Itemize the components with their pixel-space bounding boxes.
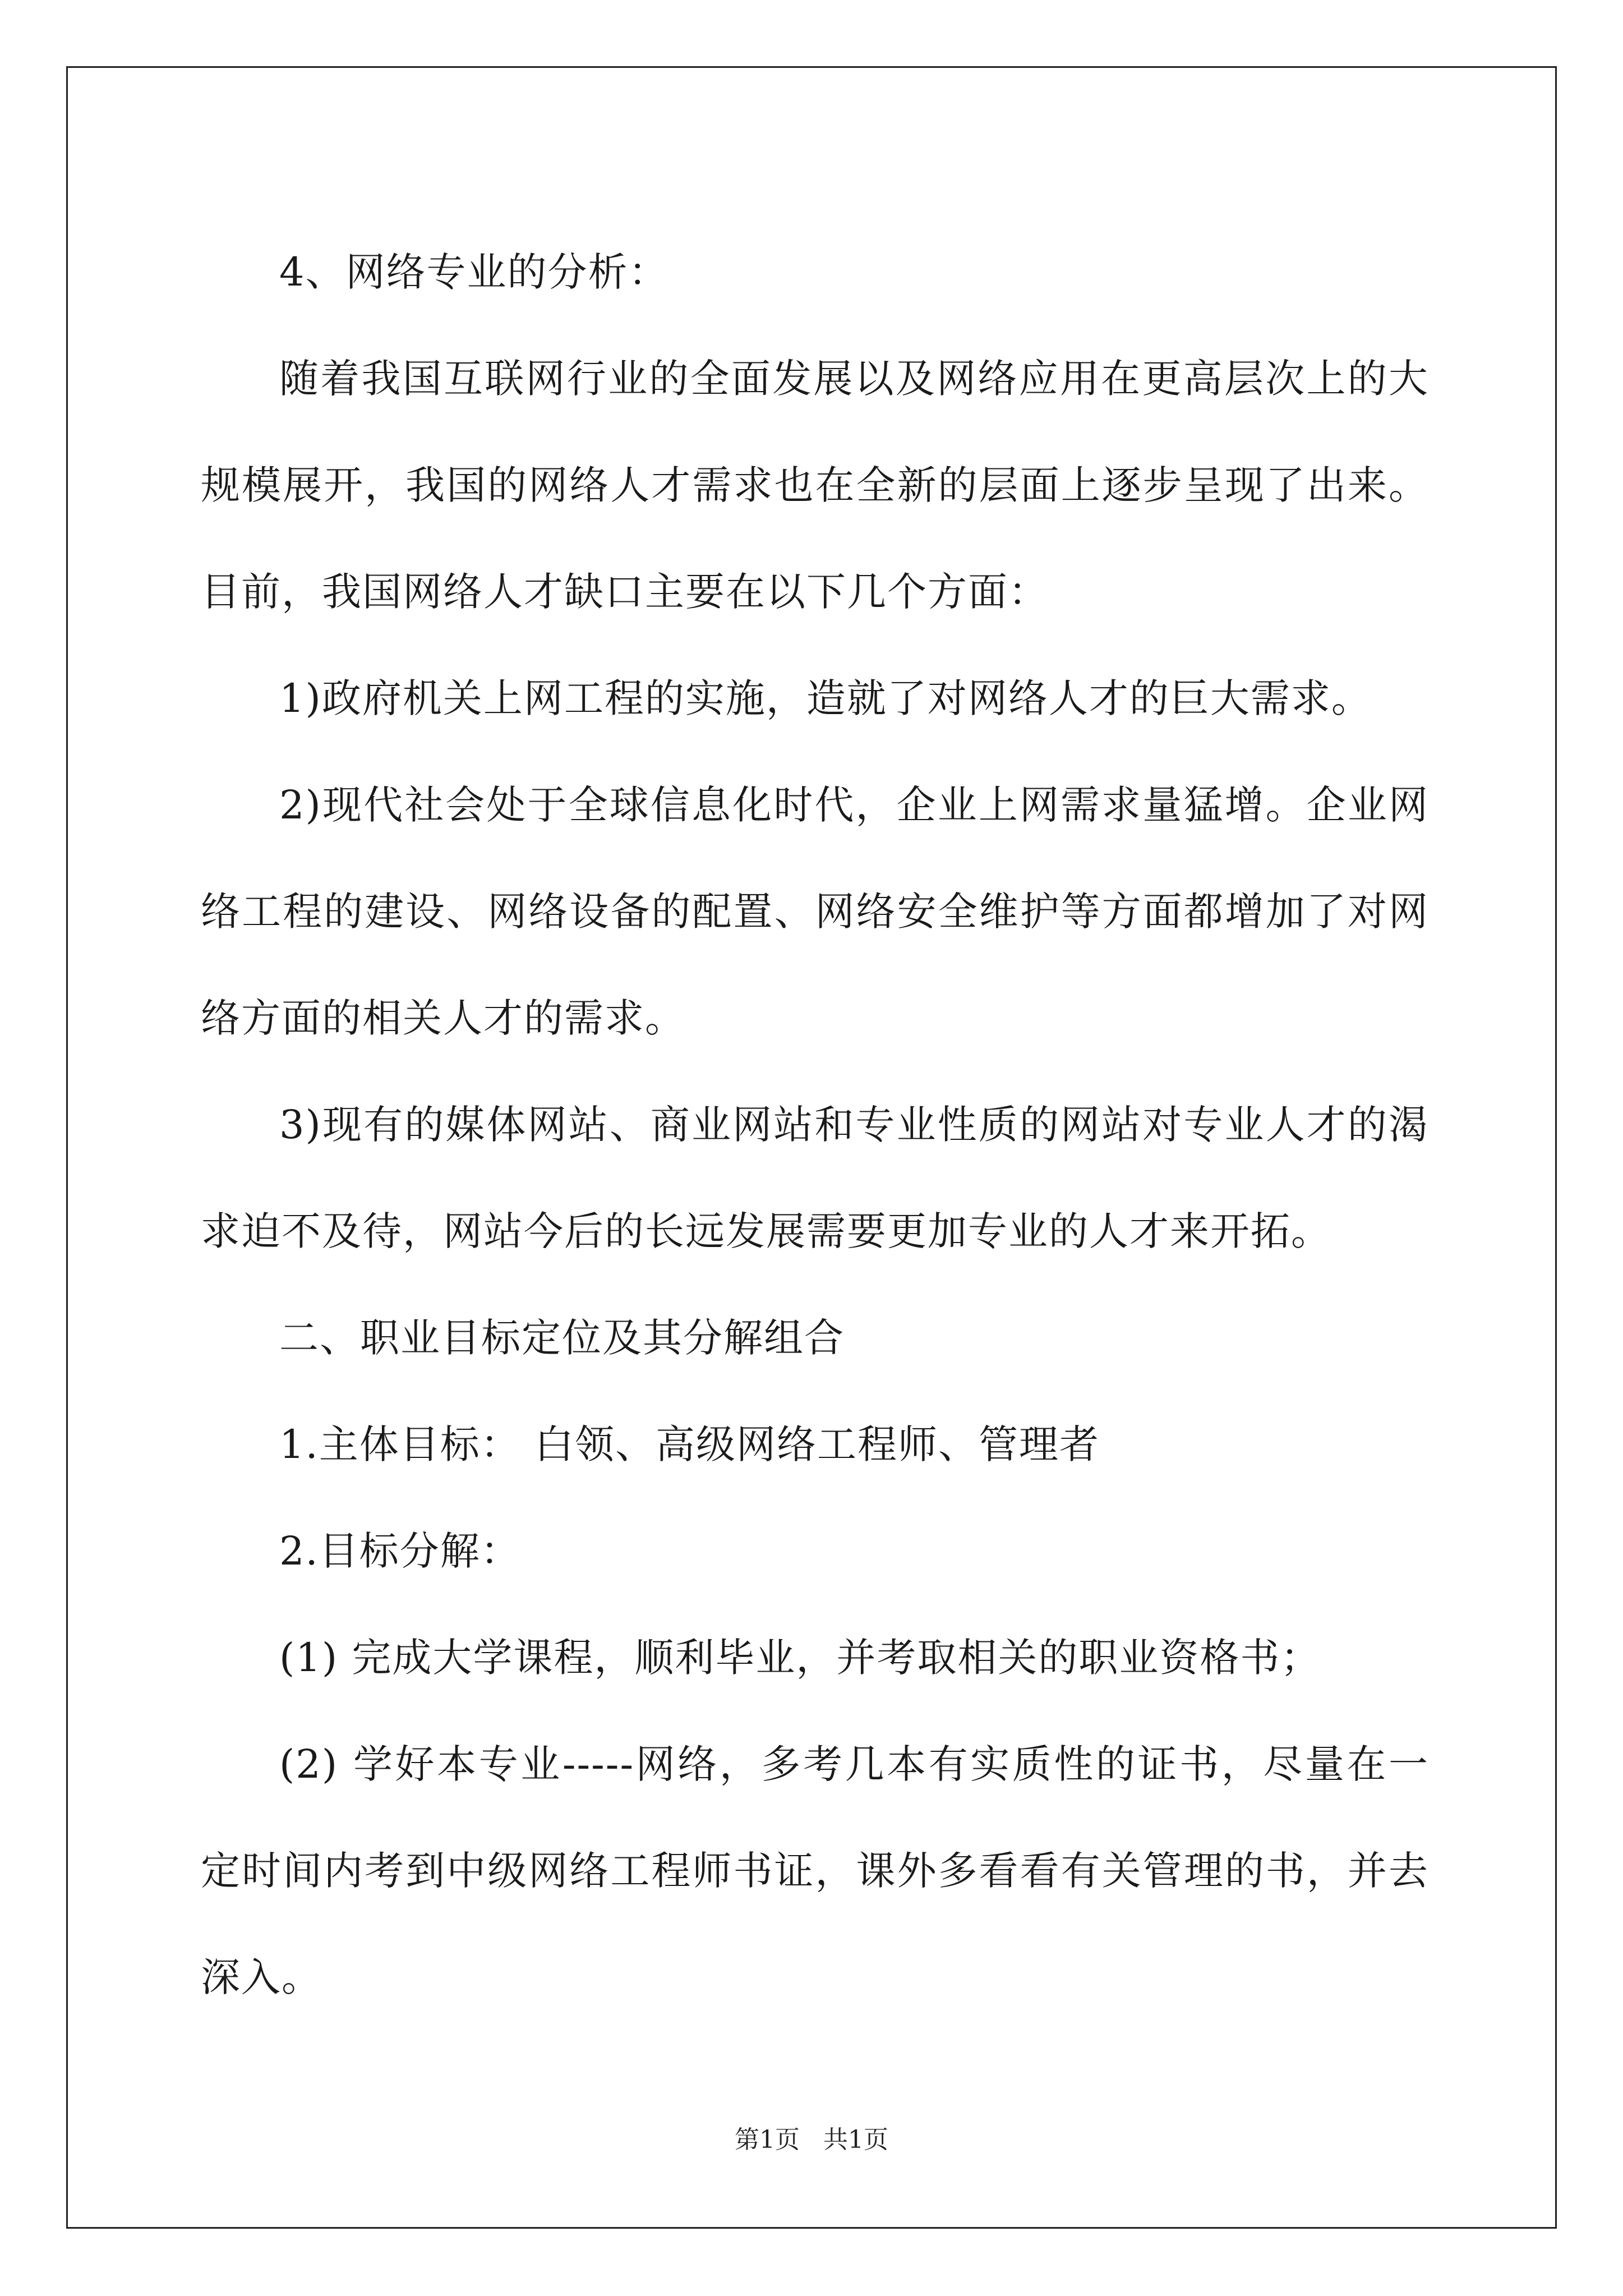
page-footer xyxy=(0,2123,1623,2157)
section-heading-career-goals: 二、职业目标定位及其分解组合 xyxy=(279,1315,845,1361)
document-body xyxy=(201,219,1429,2031)
paragraph-goal-step-1: (1) 完成大学课程，顺利毕业，并考取相关的职业资格书； xyxy=(279,1635,1321,1681)
paragraph-main-goal: 1.主体目标： 白领、高级网络工程师、管理者 xyxy=(279,1421,1100,1467)
page-total: 共1页 xyxy=(823,2125,888,2154)
paragraph-talent-demand: 随着我国互联网行业的全面发展以及网络应用在更高层次上的大规模展开，我国的网络人才需求也在全新的层面上逐步呈现了出来。目前，我国网络人才缺口主要在以下几个方面： xyxy=(201,356,1429,615)
paragraph-goal-step-2: (2) 学好本专业-----网络，多考几本有实质性的证书，尽量在一定时间内考到中级网络工程师书证，课外多看看有关管理的书，并去深入。 xyxy=(201,1741,1429,2000)
page-number: 第1页 xyxy=(735,2125,800,2154)
paragraph-goal-breakdown: 2.目标分解： xyxy=(279,1528,521,1574)
paragraph-network-analysis-heading: 4、网络专业的分析： xyxy=(279,249,669,295)
paragraph-point-3: 3)现有的媒体网站、商业网站和专业性质的网站对专业人才的渴求迫不及待，网站今后的长远发展需要更加专业的人才来开拓。 xyxy=(201,1102,1429,1254)
paragraph-point-2: 2)现代社会处于全球信息化时代，企业上网需求量猛增。企业网络工程的建设、网络设备的配置、网络安全维护等方面都增加了对网络方面的相关人才的需求。 xyxy=(201,782,1429,1041)
paragraph-point-1: 1)政府机关上网工程的实施，造就了对网络人才的巨大需求。 xyxy=(279,675,1372,721)
